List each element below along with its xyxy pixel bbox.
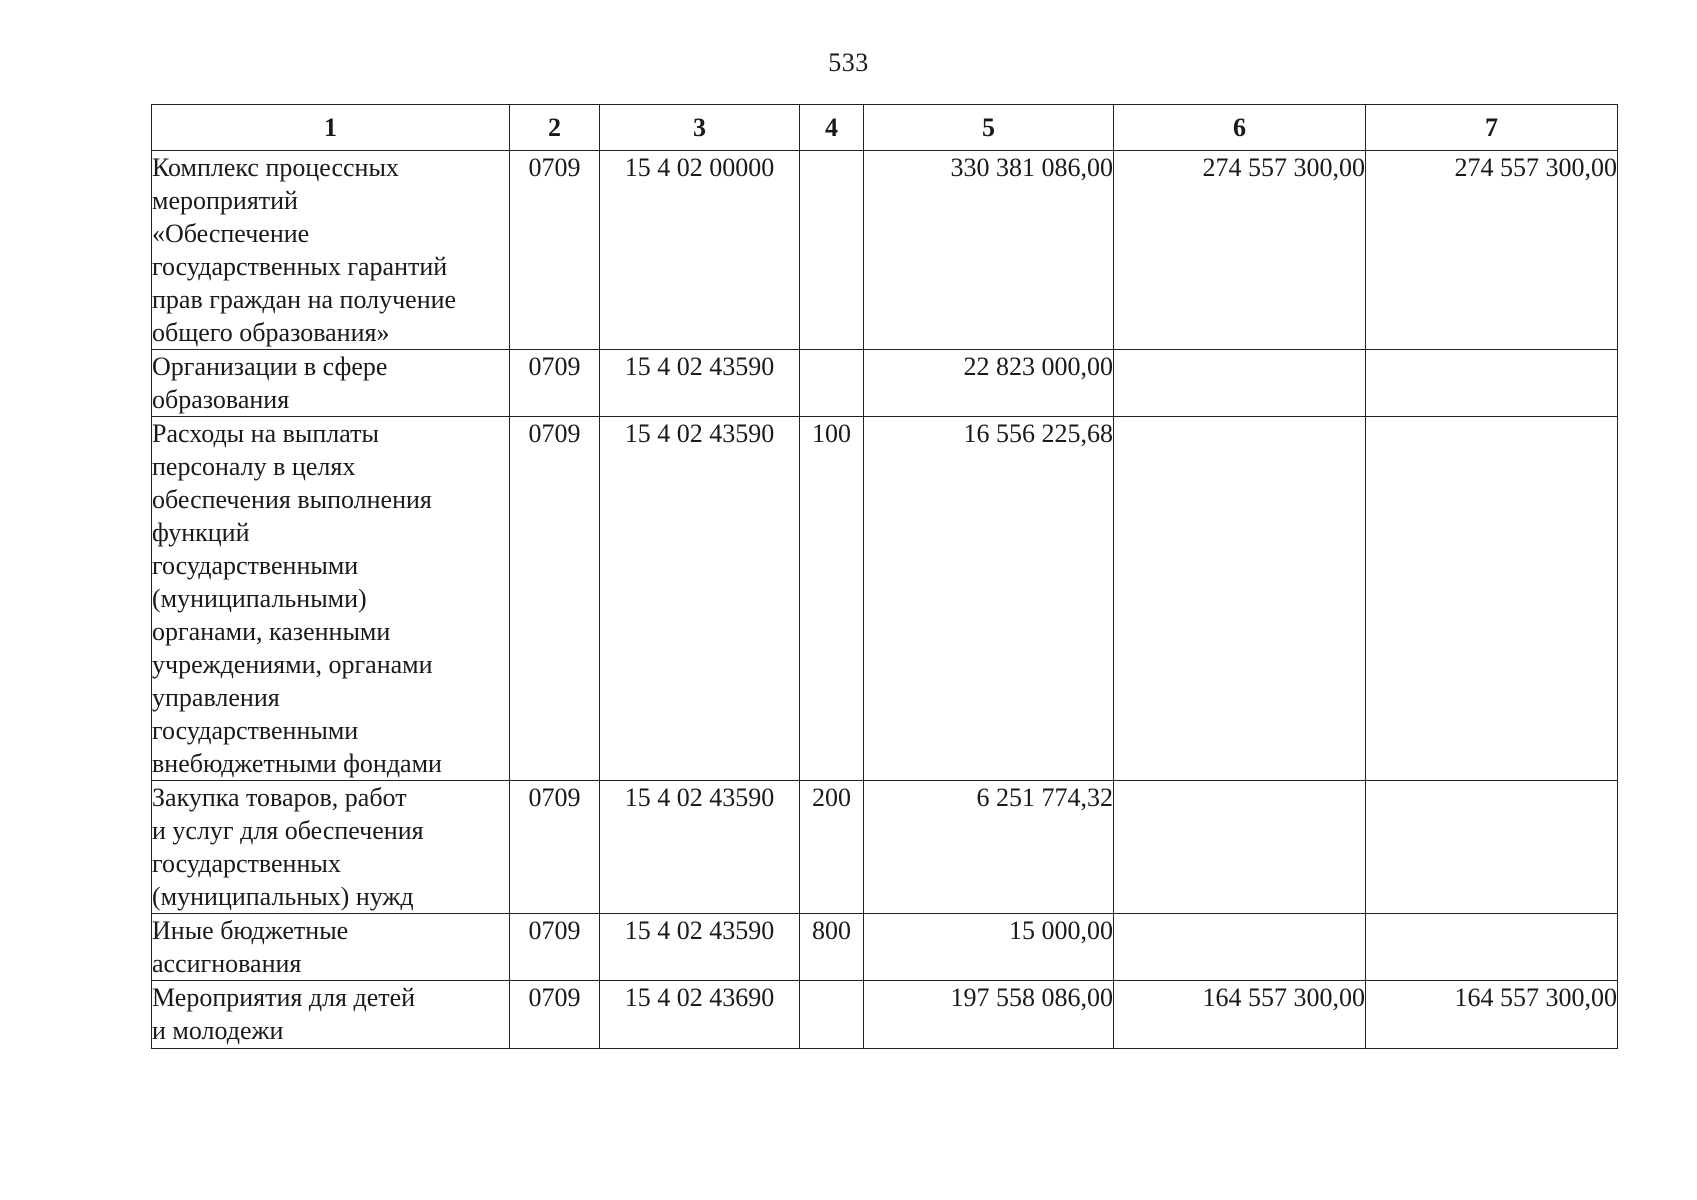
row-name-line: управления xyxy=(152,683,280,712)
amount-3-cell xyxy=(1366,350,1618,417)
row-name-line: внебюджетными фондами xyxy=(152,749,442,778)
column-header-2: 2 xyxy=(510,105,600,151)
column-header-7: 7 xyxy=(1366,105,1618,151)
section-cell: 0709 xyxy=(510,981,600,1049)
row-name-line: общего образования» xyxy=(152,318,390,347)
row-name-line: органами, казенными xyxy=(152,617,391,646)
row-name-cell xyxy=(152,417,510,781)
row-name-line: персоналу в целях xyxy=(152,452,356,481)
row-name-line: Закупка товаров, работ xyxy=(152,783,407,812)
row-name-line: и услуг для обеспечения xyxy=(152,816,424,845)
row-name-line: ассигнования xyxy=(152,949,302,978)
expense-type-cell xyxy=(800,981,864,1049)
amount-1-cell: 22 823 000,00 xyxy=(864,350,1114,417)
row-name-line: прав граждан на получение xyxy=(152,285,457,314)
row-name-line: функций xyxy=(152,518,250,547)
amount-1-cell: 15 000,00 xyxy=(864,914,1114,981)
amount-1-cell: 197 558 086,00 xyxy=(864,981,1114,1049)
target-article-cell: 15 4 02 43590 xyxy=(600,781,800,914)
table-row xyxy=(152,417,1618,781)
row-name-line: государственных xyxy=(152,849,341,878)
amount-3-cell xyxy=(1366,781,1618,914)
page-number: 533 xyxy=(828,48,869,77)
row-name-line: обеспечения выполнения xyxy=(152,485,432,514)
row-name-line: и молодежи xyxy=(152,1016,284,1045)
table-header xyxy=(152,105,1618,151)
target-article-cell: 15 4 02 43590 xyxy=(600,914,800,981)
target-article-cell: 15 4 02 43590 xyxy=(600,350,800,417)
row-name-line: Организации в сфере xyxy=(152,352,388,381)
section-cell: 0709 xyxy=(510,417,600,781)
amount-3-cell: 164 557 300,00 xyxy=(1366,981,1618,1049)
column-header-5: 5 xyxy=(864,105,1114,151)
section-cell: 0709 xyxy=(510,151,600,350)
column-header-1: 1 xyxy=(152,105,510,151)
table-row xyxy=(152,914,1618,981)
header-row xyxy=(152,105,1618,151)
row-name-line: (муниципальными) xyxy=(152,584,367,613)
row-name-line: государственными xyxy=(152,716,359,745)
section-cell: 0709 xyxy=(510,914,600,981)
column-header-4: 4 xyxy=(800,105,864,151)
amount-2-cell xyxy=(1114,914,1366,981)
amount-3-cell xyxy=(1366,417,1618,781)
budget-table xyxy=(151,104,1618,1049)
row-name-line: «Обеспечение xyxy=(152,219,310,248)
row-name-line: мероприятий xyxy=(152,186,298,215)
amount-3-cell xyxy=(1366,914,1618,981)
row-name-line: Мероприятия для детей xyxy=(152,983,416,1012)
row-name-cell xyxy=(152,914,510,981)
row-name-cell xyxy=(152,781,510,914)
row-name-cell xyxy=(152,151,510,350)
amount-2-cell xyxy=(1114,350,1366,417)
amount-2-cell: 164 557 300,00 xyxy=(1114,981,1366,1049)
amount-1-cell: 6 251 774,32 xyxy=(864,781,1114,914)
row-name-line: учреждениями, органами xyxy=(152,650,433,679)
row-name-cell xyxy=(152,981,510,1049)
column-header-6: 6 xyxy=(1114,105,1366,151)
table-row xyxy=(152,781,1618,914)
amount-1-cell: 16 556 225,68 xyxy=(864,417,1114,781)
expense-type-cell xyxy=(800,151,864,350)
expense-type-cell xyxy=(800,350,864,417)
expense-type-cell: 800 xyxy=(800,914,864,981)
row-name-line: Расходы на выплаты xyxy=(152,419,379,448)
table-body xyxy=(152,151,1618,1049)
table-row xyxy=(152,981,1618,1049)
row-name-line: образования xyxy=(152,385,290,414)
target-article-cell: 15 4 02 00000 xyxy=(600,151,800,350)
row-name-line: Иные бюджетные xyxy=(152,916,349,945)
target-article-cell: 15 4 02 43690 xyxy=(600,981,800,1049)
amount-2-cell xyxy=(1114,417,1366,781)
row-name-cell xyxy=(152,350,510,417)
amount-1-cell: 330 381 086,00 xyxy=(864,151,1114,350)
row-name-line: государственных гарантий xyxy=(152,252,448,281)
target-article-cell: 15 4 02 43590 xyxy=(600,417,800,781)
table-row xyxy=(152,151,1618,350)
column-header-3: 3 xyxy=(600,105,800,151)
row-name-line: Комплекс процессных xyxy=(152,153,399,182)
amount-2-cell xyxy=(1114,781,1366,914)
expense-type-cell: 100 xyxy=(800,417,864,781)
table-row xyxy=(152,350,1618,417)
row-name-line: государственными xyxy=(152,551,359,580)
section-cell: 0709 xyxy=(510,781,600,914)
amount-2-cell: 274 557 300,00 xyxy=(1114,151,1366,350)
expense-type-cell: 200 xyxy=(800,781,864,914)
row-name-line: (муниципальных) нужд xyxy=(152,882,414,911)
amount-3-cell: 274 557 300,00 xyxy=(1366,151,1618,350)
section-cell: 0709 xyxy=(510,350,600,417)
